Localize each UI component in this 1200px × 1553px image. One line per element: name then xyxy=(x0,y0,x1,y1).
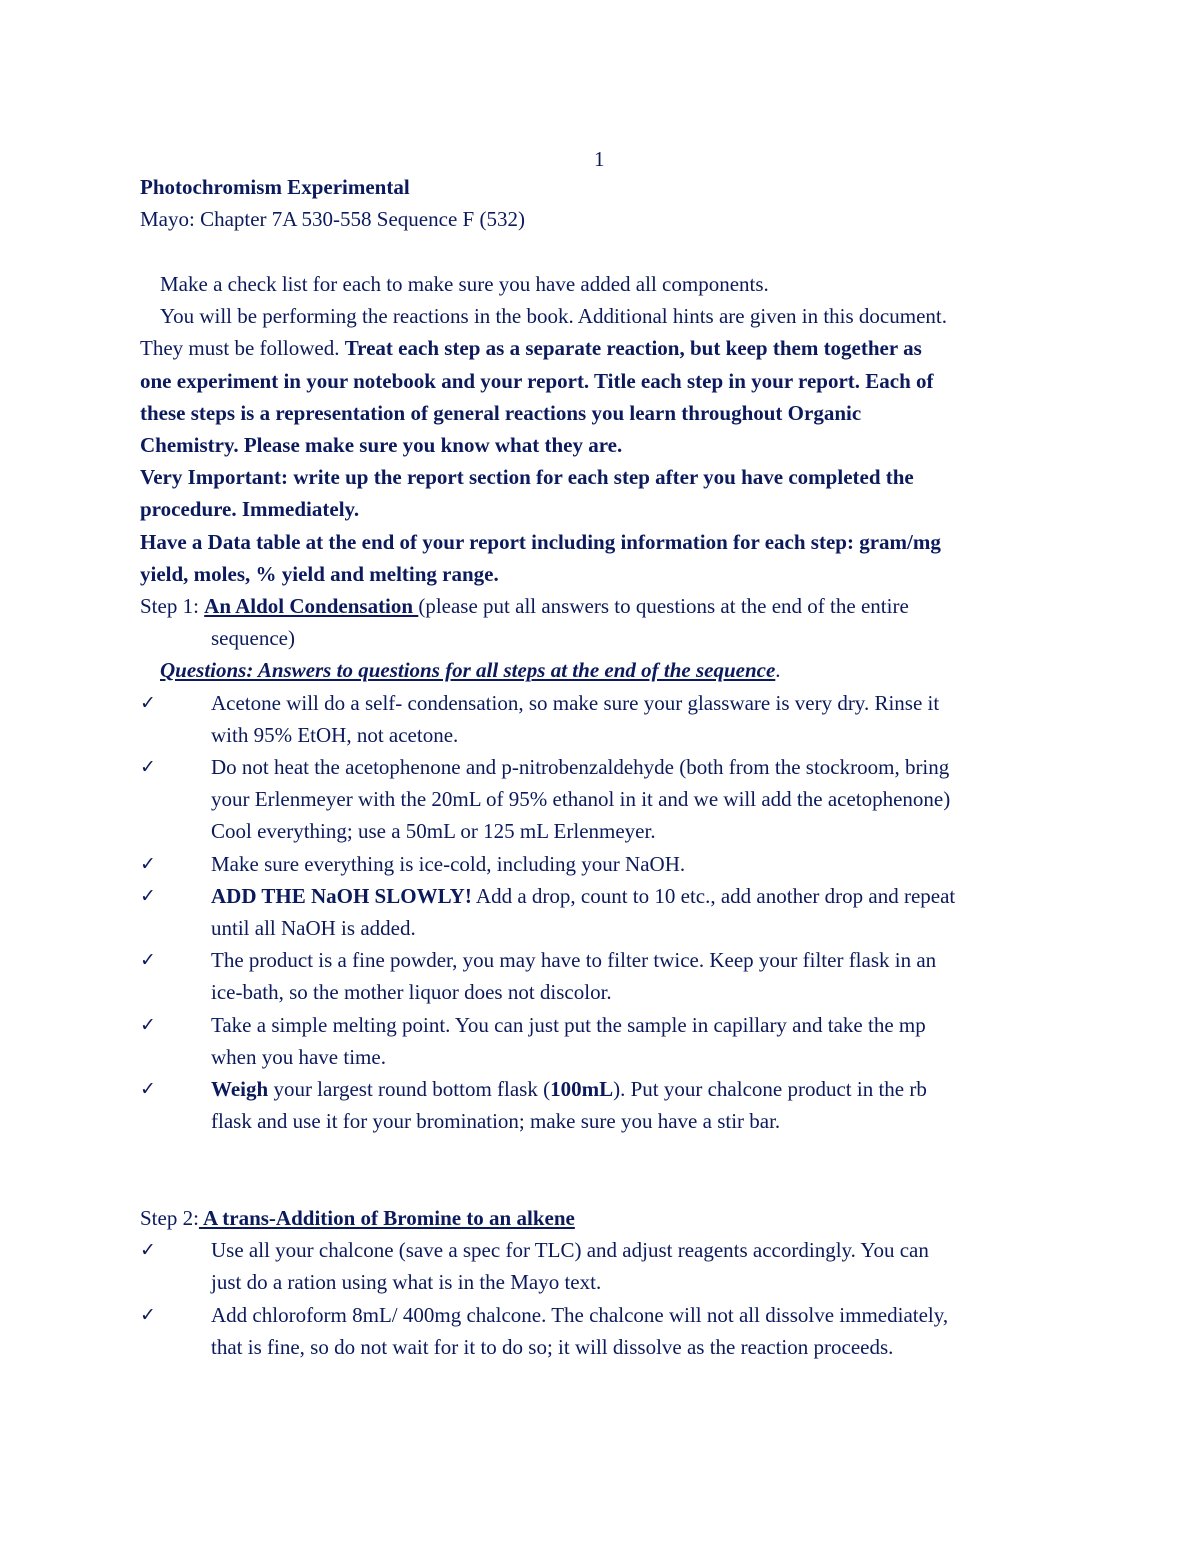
check-icon: ✓ xyxy=(140,1078,156,1100)
step1-item-6-line-1: Take a simple melting point. You can just put the sample in capillary and take the mp xyxy=(211,1013,926,1037)
step1-item-2-line-1: Do not heat the acetophenone and p-nitrobenzaldehyde (both from the stockroom, bring xyxy=(211,755,950,779)
step1-item-5-line-1: The product is a fine powder, you may have to filter twice. Keep your filter flask in an xyxy=(211,948,937,972)
intro-line-3: They must be followed. Treat each step as a separate reaction, but keep them together as xyxy=(140,336,922,360)
step1-item-2-line-3: Cool everything; use a 50mL or 125 mL Erlenmeyer. xyxy=(211,819,656,843)
check-icon: ✓ xyxy=(140,1304,156,1326)
step1-heading: Step 1: An Aldol Condensation (please put all answers to questions at the end of the entire xyxy=(140,594,909,618)
intro-line-5: these steps is a representation of general reactions you learn throughout Organic xyxy=(140,401,862,425)
document-title: Photochromism Experimental xyxy=(140,175,410,199)
step2-item-2-line-1: Add chloroform 8mL/ 400mg chalcone. The chalcone will not all dissolve immediately, xyxy=(211,1303,949,1327)
data-table-line-2: yield, moles, % yield and melting range. xyxy=(140,562,499,586)
intro-line-6: Chemistry. Please make sure you know what they are. xyxy=(140,433,623,457)
check-icon: ✓ xyxy=(140,885,156,907)
important-line-1: Very Important: write up the report section for each step after you have completed the xyxy=(140,465,914,489)
check-icon: ✓ xyxy=(140,1239,156,1261)
step1-item-2-line-2: your Erlenmeyer with the 20mL of 95% ethanol in it and we will add the acetophenone) xyxy=(211,787,951,811)
intro-line-4: one experiment in your notebook and your report. Title each step in your report. Each of xyxy=(140,369,934,393)
check-icon: ✓ xyxy=(140,1014,156,1036)
step1-item-1-line-2: with 95% EtOH, not acetone. xyxy=(211,723,459,747)
data-table-line-1: Have a Data table at the end of your report including information for each step: gram/mg xyxy=(140,530,941,554)
intro-line-2: You will be performing the reactions in the book. Additional hints are given in this document. xyxy=(160,304,947,328)
check-icon: ✓ xyxy=(140,853,156,875)
step2-item-1-line-1: Use all your chalcone (save a spec for TLC) and adjust reagents accordingly. You can xyxy=(211,1238,929,1262)
intro-line-1: Make a check list for each to make sure you have added all components. xyxy=(160,272,769,296)
step1-item-3: Make sure everything is ice-cold, including your NaOH. xyxy=(211,852,686,876)
step1-item-4-line-2: until all NaOH is added. xyxy=(211,916,416,940)
questions-note: Questions: Answers to questions for all steps at the end of the sequence. xyxy=(160,658,781,682)
important-line-2: procedure. Immediately. xyxy=(140,497,360,521)
step1-item-4-line-1: ADD THE NaOH SLOWLY! Add a drop, count to 10 etc., add another drop and repeat xyxy=(211,884,956,908)
check-icon: ✓ xyxy=(140,756,156,778)
check-icon: ✓ xyxy=(140,949,156,971)
step1-item-5-line-2: ice-bath, so the mother liquor does not discolor. xyxy=(211,980,612,1004)
step2-item-1-line-2: just do a ration using what is in the Mayo text. xyxy=(211,1270,602,1294)
page-number: 1 xyxy=(594,147,605,171)
step1-item-7-line-2: flask and use it for your bromination; make sure you have a stir bar. xyxy=(211,1109,781,1133)
step2-heading: Step 2: A trans-Addition of Bromine to an alkene xyxy=(140,1206,575,1230)
step1-note-line-2: sequence) xyxy=(211,626,295,650)
step2-item-2-line-2: that is fine, so do not wait for it to do so; it will dissolve as the reaction proceeds. xyxy=(211,1335,894,1359)
step1-item-6-line-2: when you have time. xyxy=(211,1045,386,1069)
check-icon: ✓ xyxy=(140,692,156,714)
reference-line: Mayo: Chapter 7A 530-558 Sequence F (532) xyxy=(140,207,525,231)
step1-item-1-line-1: Acetone will do a self- condensation, so make sure your glassware is very dry. Rinse it xyxy=(211,691,940,715)
step1-item-7-line-1: Weigh your largest round bottom flask (100mL). Put your chalcone product in the rb xyxy=(211,1077,927,1101)
